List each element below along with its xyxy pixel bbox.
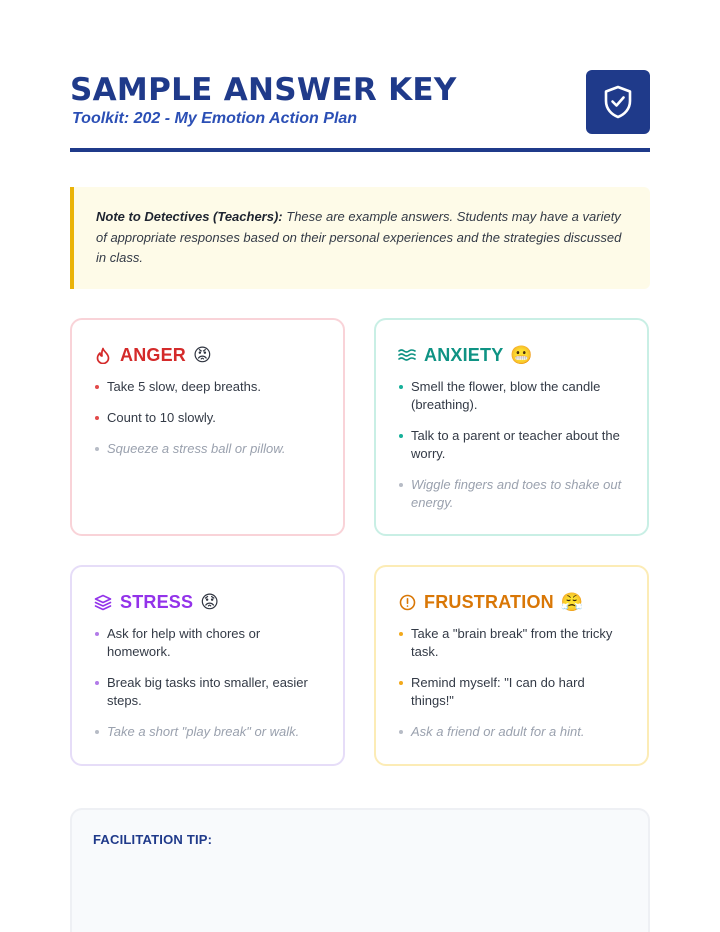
list-item: Smell the flower, blow the candle (breathing).	[398, 378, 625, 414]
list-item: Remind myself: "I can do hard things!"	[398, 674, 625, 710]
anger-emoji: 😡	[193, 345, 212, 365]
facilitation-tip-title: FACILITATION TIP:	[93, 832, 213, 847]
stress-card	[70, 565, 345, 766]
frustration-card	[374, 565, 649, 766]
page-title: SAMPLE ANSWER KEY	[70, 72, 457, 108]
frustration-title: FRUSTRATION	[424, 591, 554, 612]
list-item: Talk to a parent or teacher about the worry.	[398, 427, 625, 463]
anxiety-card	[374, 318, 649, 536]
anxiety-title: ANXIETY	[424, 344, 504, 365]
layers-icon	[94, 593, 112, 611]
note-label: Note to Detectives (Teachers):	[96, 209, 283, 224]
anger-strategy-list	[94, 378, 321, 458]
stress-emoji: 😟	[200, 592, 219, 612]
anger-title: ANGER	[120, 344, 187, 365]
teacher-note	[70, 187, 650, 289]
list-item: Break big tasks into smaller, easier steps.	[94, 674, 321, 710]
list-item: Take 5 slow, deep breaths.	[94, 378, 321, 396]
anxiety-strategy-list	[398, 378, 625, 512]
stress-card-header	[94, 589, 321, 615]
note-text: These are example answers. Students may have a variety of appropriate responses based on their personal experiences and the strategies discussed in class.	[96, 209, 622, 265]
list-item: Ask a friend or adult for a hint.	[398, 723, 625, 741]
facilitation-tip-box	[70, 808, 650, 932]
stress-strategy-list	[94, 625, 321, 741]
anger-card-header	[94, 342, 321, 368]
alert-circle-icon	[398, 593, 416, 611]
list-item: Wiggle fingers and toes to shake out energy.	[398, 476, 625, 512]
list-item: Ask for help with chores or homework.	[94, 625, 321, 661]
list-item: Take a "brain break" from the tricky task.	[398, 625, 625, 661]
anger-card	[70, 318, 345, 536]
frustration-emoji: 😤	[560, 592, 584, 612]
anxiety-emoji: 😬	[510, 345, 533, 365]
flame-icon	[94, 346, 112, 364]
stress-title: STRESS	[120, 591, 194, 612]
shield-check-icon	[586, 70, 650, 134]
anxiety-card-header	[398, 342, 625, 368]
page-subtitle: Toolkit: 202 - My Emotion Action Plan	[72, 110, 358, 127]
frustration-strategy-list	[398, 625, 625, 741]
list-item: Count to 10 slowly.	[94, 409, 321, 427]
list-item: Take a short "play break" or walk.	[94, 723, 321, 741]
waves-icon	[398, 346, 416, 364]
header	[70, 70, 650, 152]
frustration-card-header	[398, 589, 625, 615]
list-item: Squeeze a stress ball or pillow.	[94, 440, 321, 458]
